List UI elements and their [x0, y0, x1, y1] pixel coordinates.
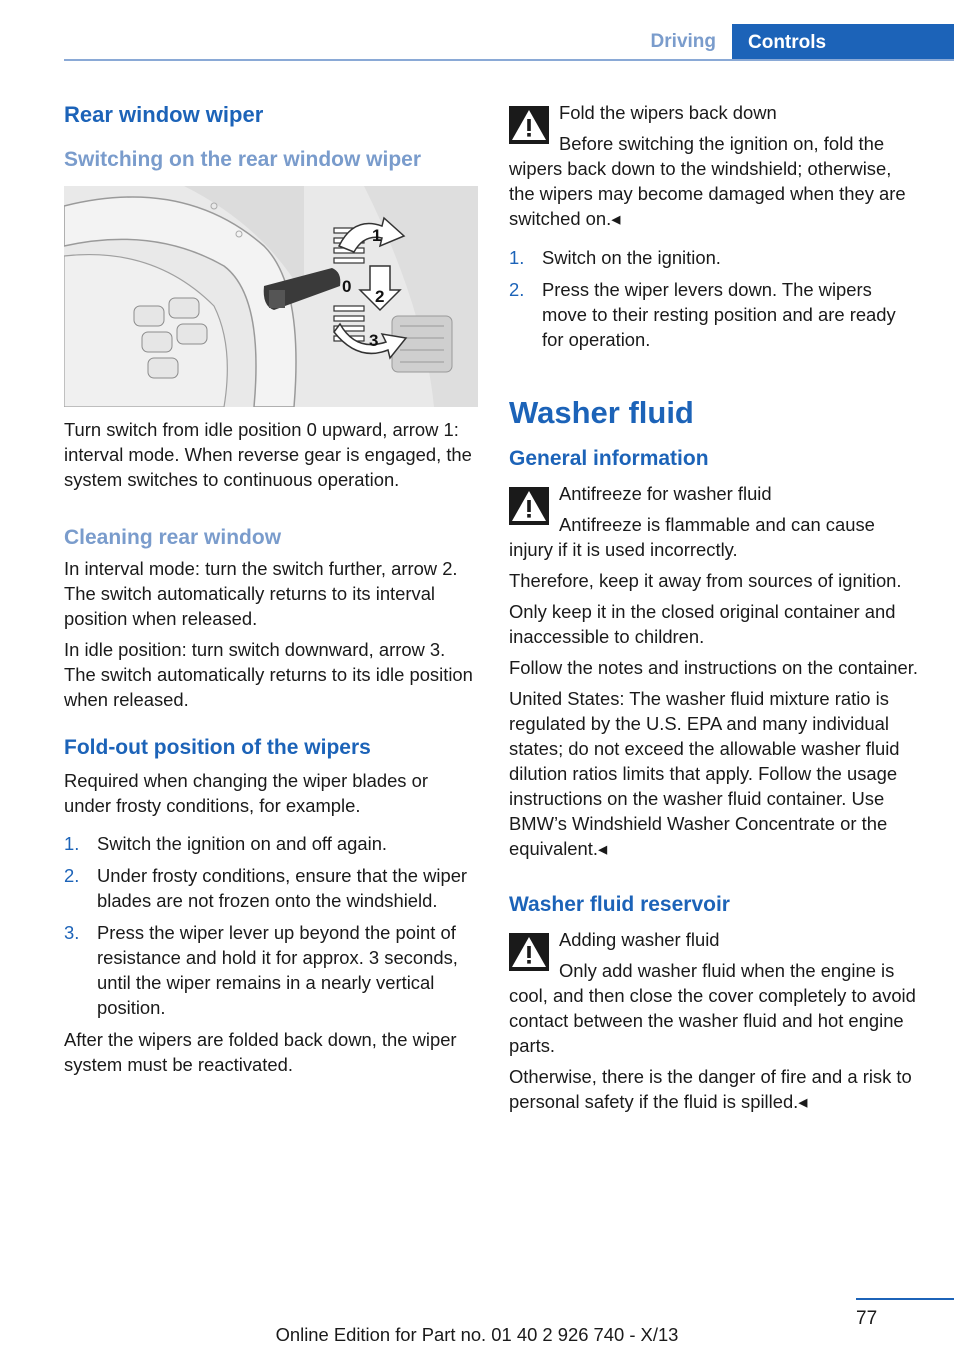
footer-edition: Online Edition for Part no. 01 40 2 926 740 - X/13 — [275, 1324, 679, 1345]
warning-text: Before switching the ignition on, fold the wipers back down to the windshield; otherwise, the wipers may become damaged when they are switched on.◂ — [509, 133, 906, 229]
figure-label-2: 2 — [375, 287, 385, 306]
left-column — [64, 100, 478, 1083]
rear-wiper-title: Rear window wiper — [64, 102, 264, 127]
step-text: Under frosty conditions, ensure that the wiper blades are not frozen onto the windshield. — [97, 865, 468, 911]
foldout-title: Fold-out position of the wipers — [64, 736, 371, 759]
washer-fluid-title: Washer fluid — [509, 395, 694, 430]
switching-text: Turn switch from idle position 0 upward, arrow 1: interval mode. When reverse gear is engaged, the system switches to continuous operation. — [64, 419, 472, 490]
figure-label-3: 3 — [369, 331, 379, 350]
cleaning-paragraph-2: In idle position: turn switch downward, arrow 3. The switch automatically returns to its idle position when released. — [64, 639, 473, 710]
general-info-title: General information — [509, 447, 709, 470]
switching-title: Switching on the rear window wiper — [64, 148, 422, 171]
general-paragraph-2: Only keep it in the closed original container and inaccessible to children. — [509, 601, 896, 647]
header-rule — [64, 59, 954, 61]
ignition-steps — [509, 245, 921, 352]
reservoir-paragraph-1: Otherwise, there is the danger of fire and a risk to personal safety if the fluid is spilled.◂ — [509, 1066, 912, 1112]
warning-triangle-icon — [509, 487, 549, 525]
cleaning-title: Cleaning rear window — [64, 526, 282, 549]
warning-adding-fluid — [509, 927, 921, 1058]
page-number: 77 — [856, 1308, 878, 1329]
foldout-intro: Required when changing the wiper blades or under frosty conditions, for example. — [64, 770, 428, 816]
list-item — [64, 863, 478, 913]
warning-fold-wipers — [509, 100, 921, 231]
step-number: 3. — [64, 922, 80, 943]
general-paragraph-3: Follow the notes and instructions on the container. — [509, 657, 918, 678]
list-item — [64, 831, 478, 856]
list-item — [509, 277, 921, 352]
warning-triangle-icon — [509, 933, 549, 971]
step-text: Press the wiper lever up beyond the point of resistance and hold it for approx. 3 seconds, until the wiper remains in a nearly vertical position. — [97, 922, 458, 1018]
warning-text: Antifreeze is flammable and can cause injury if it is used incorrectly. — [509, 514, 875, 560]
figure-label-0: 0 — [342, 277, 352, 296]
right-column — [509, 100, 921, 1120]
general-paragraph-4: United States: The washer fluid mixture ratio is regulated by the U.S. EPA and many individual states; do not exceed the allowable washer fluid dilution ratios limits that apply. Follow the usage instructions on the washer fluid container. Use BMW’s Windshield Washer Concentrate or the equivalent.◂ — [509, 688, 900, 859]
list-item — [509, 245, 921, 270]
list-item — [64, 920, 478, 1020]
warning-text: Only add washer fluid when the engine is cool, and then close the cover completely to avoid contact between the washer fluid and hot engine parts. — [509, 960, 916, 1056]
reservoir-title: Washer fluid reservoir — [509, 893, 730, 916]
header-chapter: Controls — [732, 24, 954, 61]
foldout-after: After the wipers are folded back down, the wiper system must be reactivated. — [64, 1029, 457, 1075]
step-number: 1. — [64, 833, 80, 854]
warning-title: Adding washer fluid — [559, 929, 720, 950]
warning-antifreeze — [509, 481, 921, 562]
step-number: 1. — [509, 247, 525, 268]
step-number: 2. — [64, 865, 80, 886]
step-text: Switch on the ignition. — [542, 247, 721, 268]
header-section: Driving — [650, 31, 716, 52]
step-number: 2. — [509, 279, 525, 300]
page-number-rule — [856, 1298, 954, 1300]
warning-title: Antifreeze for washer fluid — [559, 483, 772, 504]
cleaning-paragraph-1: In interval mode: turn the switch further, arrow 2. The switch automatically returns to its interval position when released. — [64, 558, 458, 629]
wiper-switch-illustration — [64, 186, 478, 407]
warning-triangle-icon — [509, 106, 549, 144]
warning-title: Fold the wipers back down — [559, 102, 777, 123]
step-text: Press the wiper levers down. The wipers move to their resting position and are ready for operation. — [542, 279, 896, 350]
figure-label-1: 1 — [372, 226, 382, 245]
foldout-steps — [64, 831, 478, 1020]
step-text: Switch the ignition on and off again. — [97, 833, 388, 854]
general-paragraph-1: Therefore, keep it away from sources of ignition. — [509, 570, 902, 591]
